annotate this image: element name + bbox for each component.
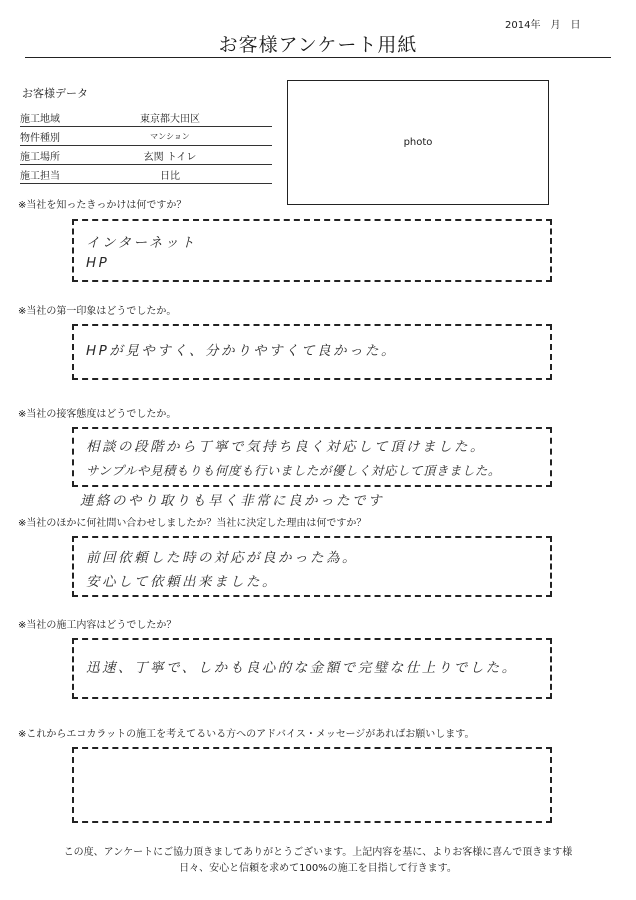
table-row (20, 146, 272, 165)
row-value: 玄関 トイレ (108, 146, 272, 165)
row-label: 施工地域 (20, 108, 108, 127)
answer-box-1 (72, 219, 552, 282)
answer-box-5 (72, 638, 552, 699)
photo-box (287, 80, 549, 205)
footer-line-2: 日々、安心と信頼を求めて100%の施工を目指して行きます。 (179, 863, 457, 874)
question-1: ※当社を知ったきっかけは何ですか？ (18, 200, 187, 211)
table-row (20, 165, 272, 184)
answer-box-3 (72, 427, 552, 487)
photo-label: photo (403, 137, 433, 148)
answer-line: 安心して依頼出来ました。 (86, 574, 278, 590)
answer-line: HP (86, 255, 110, 271)
question-6: ※これからエコカラットの施工を考えてるいる方へのアドバイス・メッセージがあればお願いします。 (18, 729, 475, 740)
row-label: 物件種別 (20, 127, 108, 146)
row-value: 日比 (108, 165, 272, 184)
title-underline (25, 57, 611, 58)
question-4: ※当社のほかに何社問い合わせしましたか？当社に決定した理由は何ですか？ (18, 518, 367, 529)
table-row (20, 127, 272, 146)
answer-box-2 (72, 324, 552, 380)
answer-line: サンプルや見積もりも何度も行いましたが優しく対応して頂きました。 (86, 463, 501, 478)
table-row (20, 108, 272, 127)
customer-data-heading: お客様データ (22, 87, 88, 100)
row-value: 東京都大田区 (108, 108, 272, 127)
answer-line-overflow: 連絡のやり取りも早く非常に良かったです (80, 493, 384, 509)
answer-line: HPが見やすく、分かりやすくて良かった。 (86, 343, 398, 359)
row-value: マンション (108, 127, 272, 146)
question-3: ※当社の接客態度はどうでしたか。 (18, 409, 177, 420)
answer-box-6 (72, 747, 552, 823)
answer-box-4 (72, 536, 552, 597)
question-5: ※当社の施工内容はどうでしたか？ (18, 620, 177, 631)
answer-line: インターネット (86, 235, 197, 251)
answer-line: 前回依頼した時の対応が良かった為。 (86, 550, 358, 566)
customer-data-table (20, 108, 272, 184)
question-2: ※当社の第一印象はどうでしたか。 (18, 306, 177, 317)
answer-line: 相談の段階から丁寧で気持ち良く対応して頂けました。 (86, 439, 486, 455)
survey-date: 2014年 月 日 (505, 20, 581, 31)
page-title: お客様アンケート用紙 (218, 34, 418, 56)
row-label: 施工担当 (20, 165, 108, 184)
footer-line-1: この度、アンケートにご協力頂きましてありがとうございます。上記内容を基に、よりお客様に喜んで頂きます様 (63, 847, 573, 858)
row-label: 施工場所 (20, 146, 108, 165)
answer-line: 迅速、丁寧で、しかも良心的な金額で完璧な仕上りでした。 (86, 660, 518, 676)
